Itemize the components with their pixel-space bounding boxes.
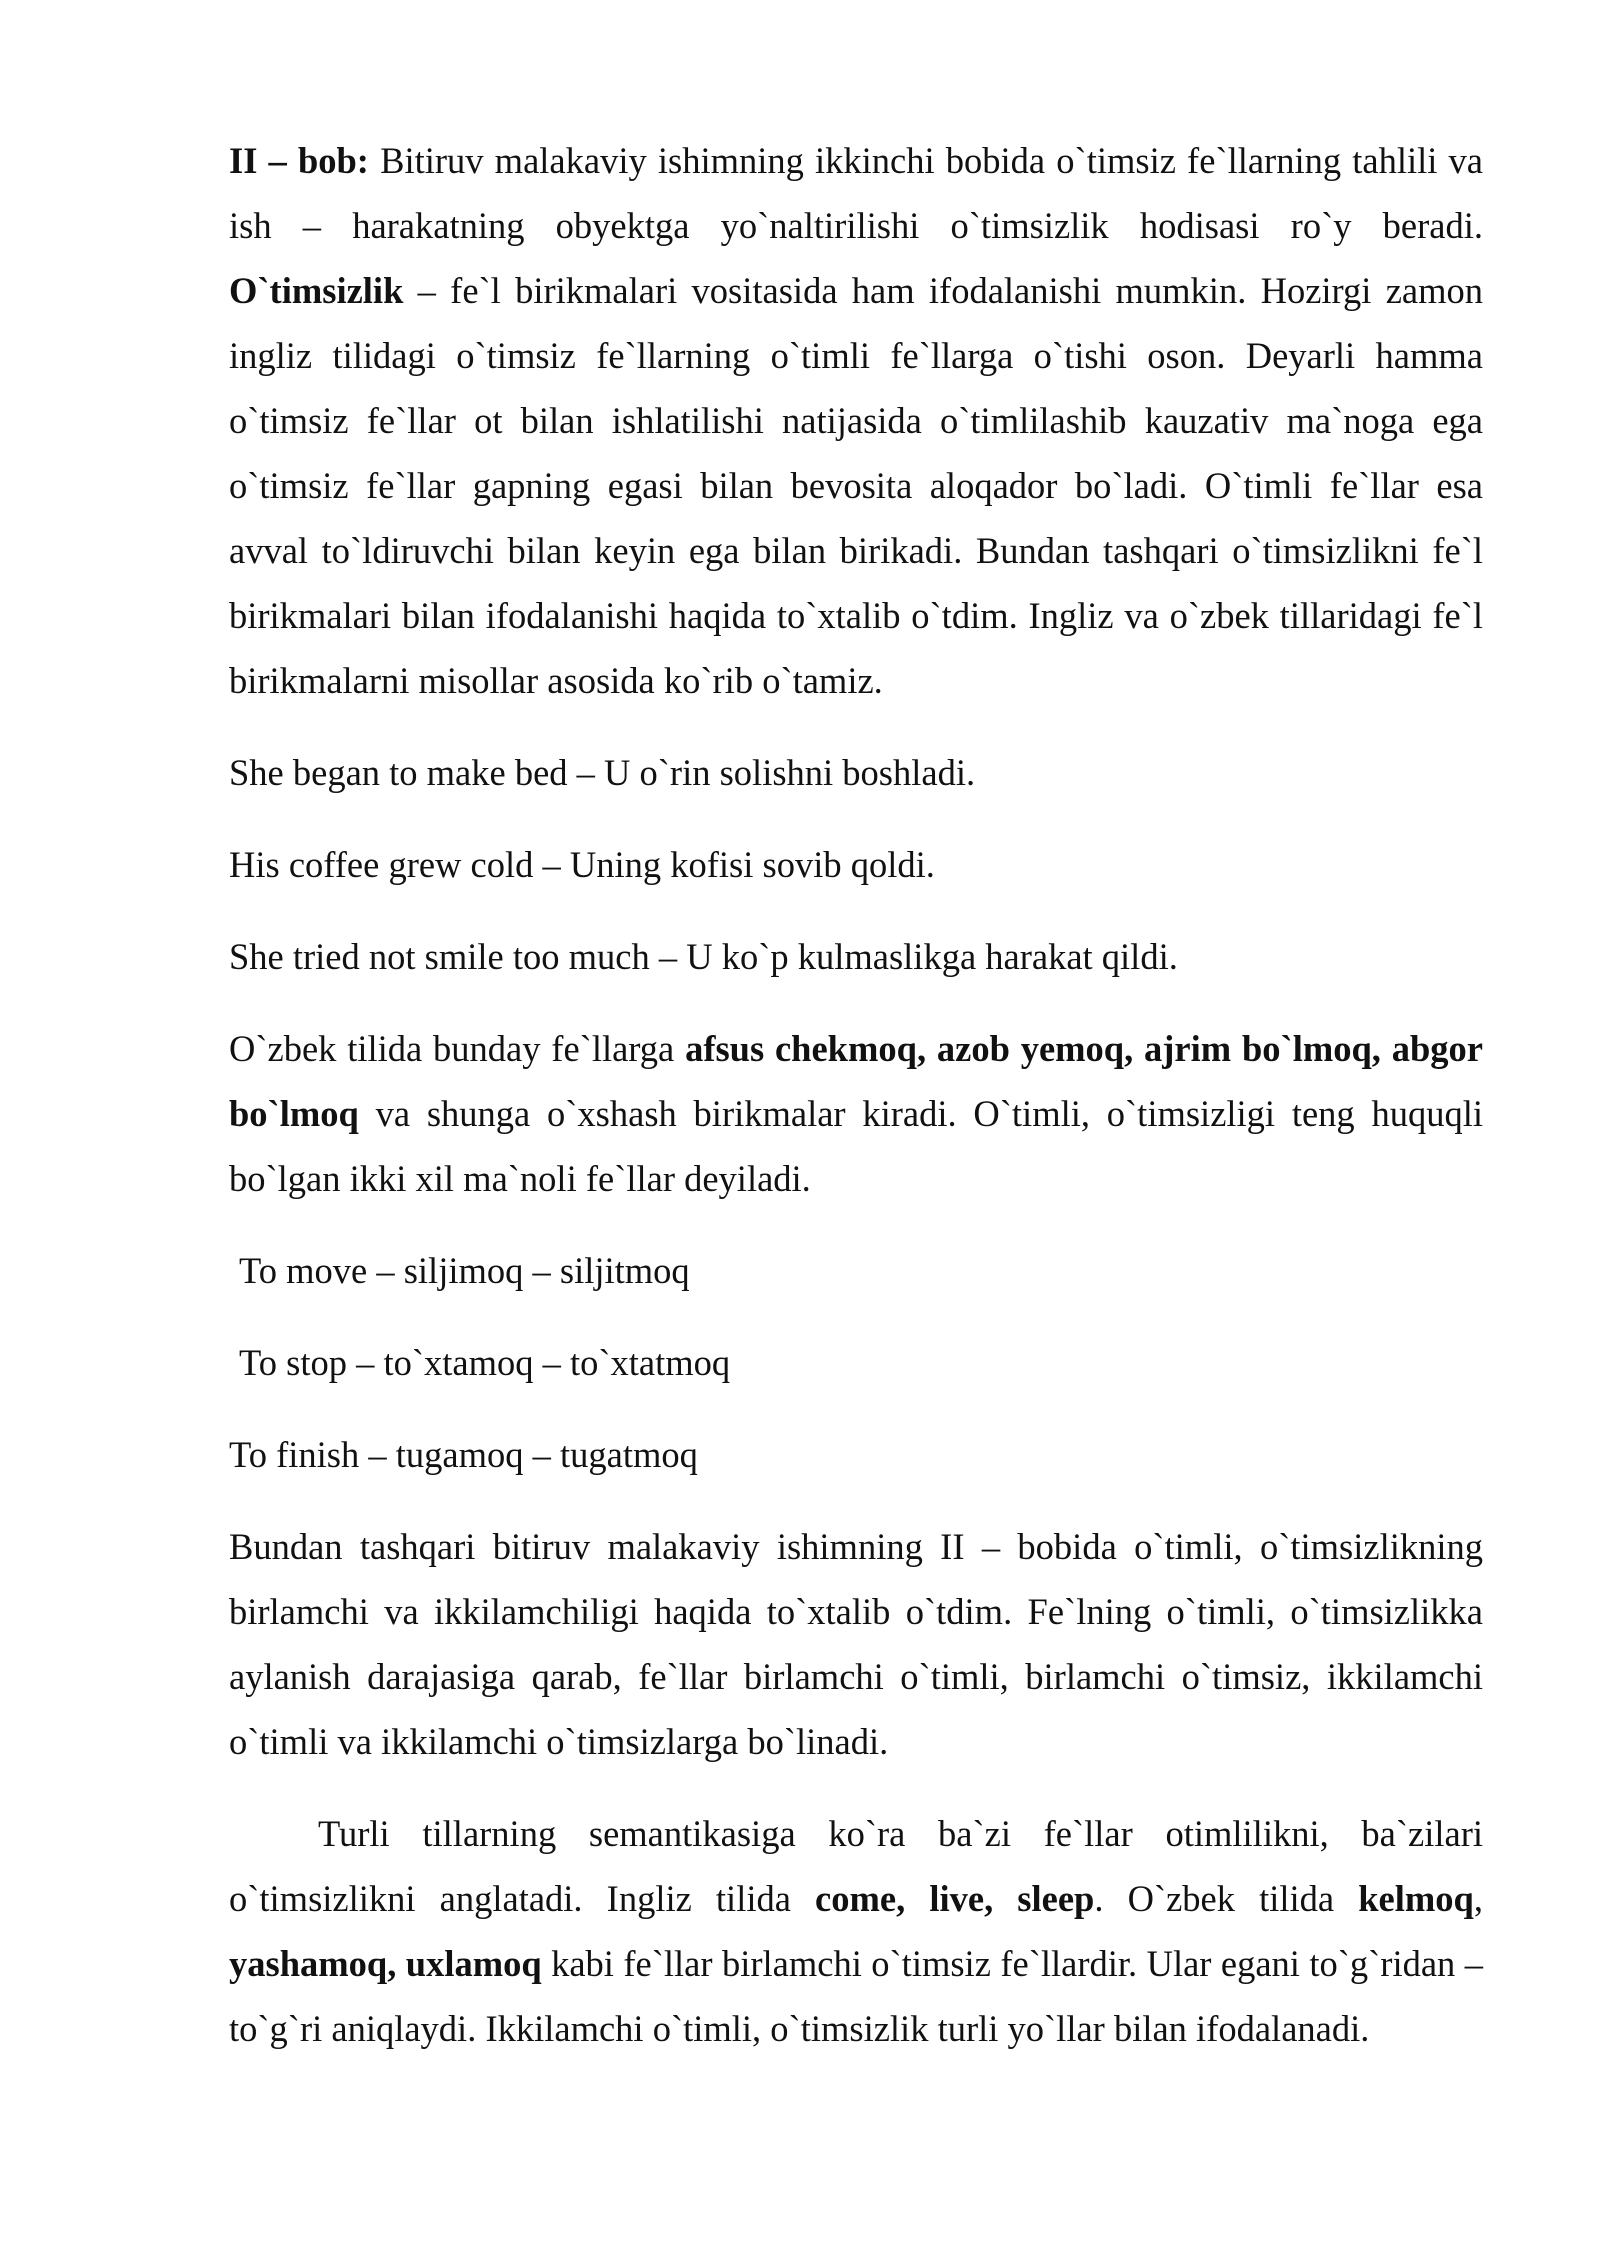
document-page: [229, 128, 1483, 2088]
bold-run: O`timsizlik: [229, 270, 404, 311]
text-run: Turli tillarning semantikasiga ko`ra ba`zi fe`llar otimlilikni, ba`zilari o`timsizlikni anglatadi. Ingliz tilida: [229, 1813, 1483, 1919]
text-run: Bitiruv malakaviy ishimning ikkinchi bobida o`timsiz fe`llarning tahlili va ish – harakatning obyektga yo`naltirilishi o`timsizlik hodisasi ro`y beradi.: [229, 140, 1483, 246]
example-line: She tried not smile too much – U ko`p kulmaslikga harakat qildi.: [229, 936, 1178, 977]
bold-run: yashamoq, uxlamoq: [229, 1943, 542, 1984]
text-run: va shunga o`xshash birikmalar kiradi. O`timli, o`timsizligi teng huquqli bo`lgan ikki xil ma`noli fe`llar deyiladi.: [229, 1093, 1483, 1199]
bold-run: kelmoq: [1358, 1878, 1474, 1919]
bold-run: II – bob:: [229, 140, 369, 181]
text-run: . O`zbek tilida: [1094, 1878, 1359, 1919]
paragraph-semantics: [229, 1801, 1483, 2061]
example-line: She began to make bed – U o`rin solishni boshladi.: [229, 752, 976, 793]
paragraph-uzbek-verbs: [229, 1016, 1483, 1211]
verb-pair-line: To move – siljimoq – siljitmoq: [239, 1250, 690, 1291]
verb-pair-line: To stop – to`xtamoq – to`xtatmoq: [239, 1342, 731, 1383]
text-run: Bundan tashqari bitiruv malakaviy ishimning II – bobida o`timli, o`timsizlikning birlamchi va ikkilamchiligi haqida to`xtalib o`tdim. Fe`lning o`timli, o`timsizlikka aylanish darajasiga qarab, fe`llar birlamchi o`timli, birlamchi o`timsiz, ikkilamchi o`timli va ikkilamchi o`timsizlarga bo`linadi.: [229, 1526, 1483, 1762]
bold-run: come, live, sleep: [815, 1878, 1095, 1919]
text-run: kabi fe`llar birlamchi o`timsiz fe`llardir. Ular egani to`g`ridan –to`g`ri aniqlaydi. Ikkilamchi o`timli, o`timsizlik turli yo`llar bilan ifodalanadi.: [229, 1943, 1483, 2049]
example-line: His coffee grew cold – Uning kofisi sovib qoldi.: [229, 844, 935, 885]
text-run: – fe`l birikmalari vositasida ham ifodalanishi mumkin. Hozirgi zamon ingliz tilidagi o`timsiz fe`llarning o`timli fe`llarga o`tishi oson. Deyarli hamma o`timsiz fe`llar ot bilan ishlatilishi natijasida o`timlilashib kauzativ ma`noga ega o`timsiz fe`llar gapning egasi bilan bevosita aloqador bo`ladi. O`timli fe`llar esa avval to`ldiruvchi bilan keyin ega bilan birikadi. Bundan tashqari o`timsizlikni fe`l birikmalari bilan ifodalanishi haqida to`xtalib o`tdim. Ingliz va o`zbek tillaridagi fe`l birikmalarni misollar asosida ko`rib o`tamiz.: [229, 270, 1483, 701]
text-run: ,: [1473, 1878, 1483, 1919]
paragraph-intro: [229, 128, 1483, 713]
bold-run: afsus chekmoq, azob yemoq, ajrim bo`lmoq, abgor bo`lmoq: [229, 1028, 1483, 1134]
text-run: O`zbek tilida bunday fe`llarga: [229, 1028, 686, 1069]
verb-pair-line: To finish – tugamoq – tugatmoq: [229, 1434, 698, 1475]
paragraph-primary-secondary: [229, 1514, 1483, 1774]
